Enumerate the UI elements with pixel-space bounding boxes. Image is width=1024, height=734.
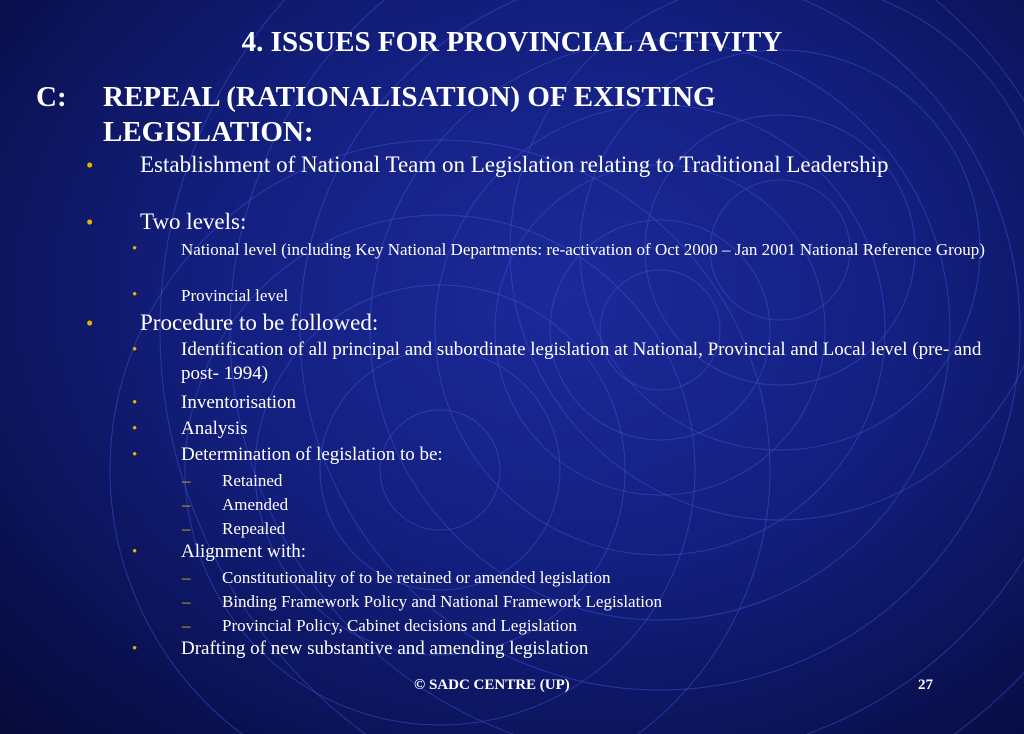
list-item [132,238,1011,261]
bullet-icon: • [86,311,94,335]
list-item [132,338,1021,386]
list-item [182,566,922,589]
bullet-icon: • [132,342,138,358]
bullet-icon: • [132,287,138,303]
list-item [182,469,922,492]
list-item-text: Retained [222,471,283,490]
list-item-text: Identification of all principal and subordinate legislation at National, Provincial and Local level (pre- and post- 1994) [181,339,982,384]
slide-title: 4. ISSUES FOR PROVINCIAL ACTIVITY [241,26,783,58]
list-item [86,208,1000,236]
bullet-icon: • [132,641,138,657]
dash-bullet-icon: – [182,592,191,611]
dash-bullet-icon: – [182,568,191,587]
bullet-icon: • [86,153,94,177]
dash-bullet-icon: – [182,495,191,514]
list-item-text: Procedure to be followed: [140,310,379,335]
dash-bullet-icon: – [182,471,191,490]
list-item-text: Alignment with: [181,541,307,562]
dash-bullet-icon: – [182,519,191,538]
list-item [132,391,1011,415]
list-item [86,151,1000,179]
list-item [182,614,922,637]
list-item-text: Analysis [181,418,248,439]
bullet-icon: • [132,447,138,463]
list-item [132,637,1011,661]
list-item [182,493,922,516]
list-item-text: Provincial level [181,286,289,305]
list-item [132,540,1011,564]
bullet-icon: • [132,395,138,411]
list-item-text: Binding Framework Policy and National Framework Legislation [222,592,663,611]
bullet-icon: • [86,210,94,234]
list-item-text: Repealed [222,519,286,538]
list-item-text: Establishment of National Team on Legislation relating to Traditional Leadership [140,152,889,177]
bullet-icon: • [132,544,138,560]
list-item [132,417,1011,441]
list-item-text: Inventorisation [181,392,297,413]
list-item [182,590,922,613]
list-item [132,284,1011,307]
list-item-text: Drafting of new substantive and amending legislation [181,638,589,659]
bullet-icon: • [132,241,138,257]
list-item-text: National level (including Key National Departments: re-activation of Oct 2000 – Jan 2001 National Reference Group) [181,240,985,259]
list-item-text: Determination of legislation to be: [181,444,443,465]
list-item-text: Amended [222,495,289,514]
bullet-icon: • [132,421,138,437]
list-item-text: Constitutionality of to be retained or amended legislation [222,568,611,587]
list-item [86,309,1000,337]
section-heading-letter: C: [36,81,67,113]
dash-bullet-icon: – [182,616,191,635]
footer-copyright: © SADC CENTRE (UP) [414,677,570,693]
list-item [132,443,1011,467]
page-number: 27 [918,677,933,693]
list-item-text: Two levels: [140,209,247,234]
list-item-text: Provincial Policy, Cabinet decisions and Legislation [222,616,577,635]
section-heading-text: REPEAL (RATIONALISATION) OF EXISTING LEGISLATION: [103,81,716,148]
list-item [182,517,922,540]
